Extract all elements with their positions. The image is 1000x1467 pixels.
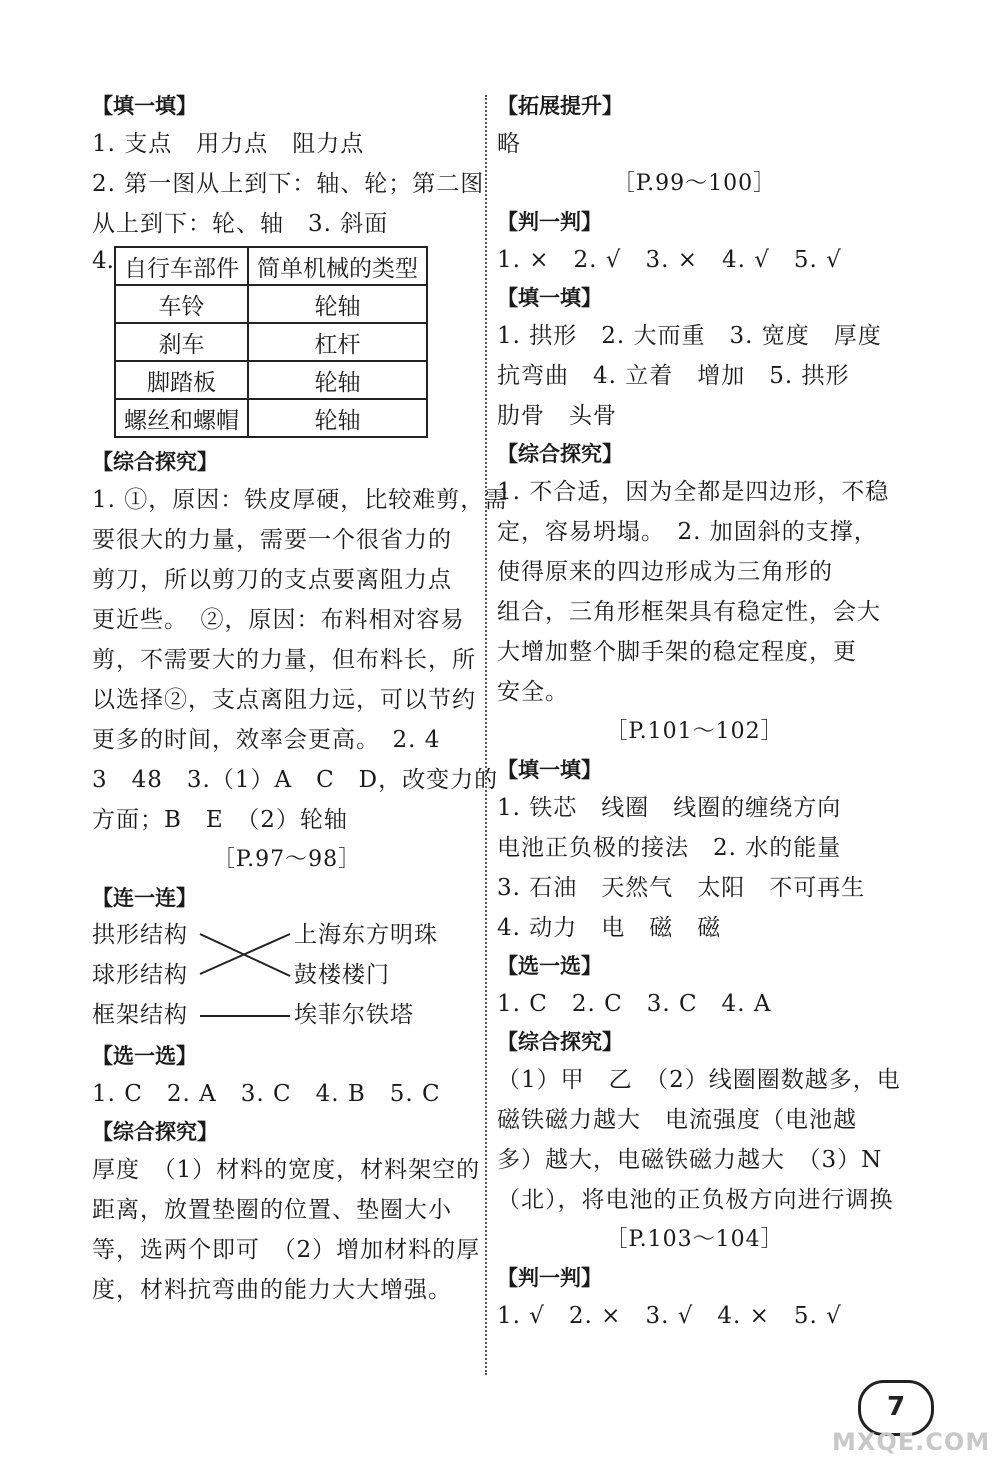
table-row <box>115 361 427 399</box>
answer-line: 3 48 3.（1）A C D，改变力的 <box>92 767 499 793</box>
answer-line: 3. 石油 天然气 太阳 不可再生 <box>497 875 866 901</box>
page-reference: ［P.101～102］ <box>605 719 784 744</box>
answer-line: 1. C 2. A 3. C 4. B 5. C <box>92 1081 441 1107</box>
left-column <box>92 88 509 1310</box>
answer-line: 剪，不需要大的力量，但布料长，所 <box>92 647 476 673</box>
answer-line: 更近些。 ②，原因：布料相对容易 <box>92 607 465 633</box>
table-row <box>115 399 427 437</box>
table-header-cell: 简单机械的类型 <box>248 247 427 285</box>
section-heading-true-false: 【判一判】 <box>497 1266 602 1290</box>
table-cell: 轮轴 <box>248 361 427 399</box>
answer-line: 使得原来的四边形成为三角形的 <box>497 559 833 585</box>
answer-line: （北），将电池的正负极方向进行调换 <box>497 1187 894 1213</box>
match-left-item: 球形结构 <box>92 962 188 988</box>
answer-line: 大增加整个脚手架的稳定程度，更 <box>497 639 857 665</box>
table-cell: 车铃 <box>115 285 248 323</box>
right-column <box>497 88 901 1336</box>
table-cell: 轮轴 <box>248 285 427 323</box>
table-cell: 轮轴 <box>248 399 427 437</box>
answer-line: 度，材料抗弯曲的能力大大增强。 <box>92 1277 452 1303</box>
answer-line: 2. 第一图从上到下：轴、轮；第二图 <box>92 171 485 197</box>
table-cell: 刹车 <box>115 323 248 361</box>
section-heading-fill-in: 【填一填】 <box>497 286 602 310</box>
answer-line: 以选择②，支点离阻力远，可以节约 <box>92 687 476 713</box>
table-cell: 脚踏板 <box>115 361 248 399</box>
section-heading-choose: 【选一选】 <box>497 954 602 978</box>
answer-line: 1. √ 2. × 3. √ 4. × 5. √ <box>497 1303 842 1329</box>
section-heading-true-false: 【判一判】 <box>497 210 602 234</box>
match-left-item: 拱形结构 <box>92 922 188 948</box>
table-cell: 螺丝和螺帽 <box>115 399 248 437</box>
table-header-cell: 自行车部件 <box>115 247 248 285</box>
answer-line: 抗弯曲 4. 立着 增加 5. 拱形 <box>497 363 850 389</box>
answer-line: 1. 铁芯 线圈 线圈的缠绕方向 <box>497 795 842 821</box>
bike-table-block <box>92 246 482 438</box>
page-reference: ［P.99～100］ <box>612 171 777 196</box>
table-row <box>115 285 427 323</box>
section-heading-choose: 【选一选】 <box>92 1044 197 1068</box>
answer-line: 1. ①，原因：铁皮厚硬，比较难剪，需 <box>92 487 509 513</box>
answer-line: 距离，放置垫圈的位置、垫圈大小 <box>92 1197 452 1223</box>
answer-line: 肋骨 头骨 <box>497 403 617 429</box>
answer-line: 方面；B E （2）轮轴 <box>92 807 348 833</box>
answer-line: 1. C 2. C 3. C 4. A <box>497 991 772 1017</box>
match-right-item: 鼓楼楼门 <box>294 962 390 988</box>
answer-line: 1. 支点 用力点 阻力点 <box>92 131 365 157</box>
answer-line: 剪刀，所以剪刀的支点要离阻力点 <box>92 567 452 593</box>
page-reference: ［P.103～104］ <box>605 1227 784 1252</box>
column-divider <box>485 95 487 1375</box>
answer-line: 多）越大，电磁铁磁力越大 （3）N <box>497 1147 883 1173</box>
table-question-number: 4. <box>92 248 114 274</box>
answer-line: 略 <box>497 131 521 157</box>
answer-line: 定，容易坍塌。 2. 加固斜的支撑， <box>497 519 878 545</box>
answer-line: 1. 拱形 2. 大而重 3. 宽度 厚度 <box>497 323 882 349</box>
match-right-item: 埃菲尔铁塔 <box>294 1002 414 1028</box>
answer-line: 组合，三角形框架具有稳定性，会大 <box>497 599 881 625</box>
answer-line: 4. 动力 电 磁 磁 <box>497 915 722 941</box>
table-row <box>115 323 427 361</box>
answer-line: 1. 不合适，因为全都是四边形，不稳 <box>497 479 890 505</box>
bike-parts-table <box>114 246 428 438</box>
answer-line: 更多的时间，效率会更高。 2. 4 <box>92 727 441 753</box>
answer-line: 1. × 2. √ 3. × 4. √ 5. √ <box>497 247 842 273</box>
page-number-badge: 7 <box>858 1380 934 1436</box>
answer-line: 等，选两个即可 （2）增加材料的厚 <box>92 1237 481 1263</box>
matching-block <box>92 916 482 1038</box>
answer-line: 电池正负极的接法 2. 水的能量 <box>497 835 842 861</box>
answer-line: 从上到下：轮、轴 3. 斜面 <box>92 211 389 237</box>
answer-line: 厚度 （1）材料的宽度，材料架空的 <box>92 1157 481 1183</box>
section-heading-extension: 【拓展提升】 <box>497 94 623 118</box>
match-left-item: 框架结构 <box>92 1002 188 1028</box>
answer-line: 安全。 <box>497 679 569 705</box>
table-header-row <box>115 247 427 285</box>
section-heading-fill-in: 【填一填】 <box>497 758 602 782</box>
section-heading-comprehensive: 【综合探究】 <box>92 1120 218 1144</box>
section-heading-comprehensive: 【综合探究】 <box>497 1030 623 1054</box>
section-heading-matching: 【连一连】 <box>92 886 197 910</box>
table-cell: 杠杆 <box>248 323 427 361</box>
section-heading-comprehensive: 【综合探究】 <box>92 450 218 474</box>
answer-line: 磁铁磁力越大 电流强度（电池越 <box>497 1107 857 1133</box>
section-heading-comprehensive: 【综合探究】 <box>497 442 623 466</box>
answer-line: 要很大的力量，需要一个很省力的 <box>92 527 452 553</box>
section-heading-fill-in: 【填一填】 <box>92 94 197 118</box>
answer-line: （1）甲 乙 （2）线圈圈数越多，电 <box>497 1067 901 1093</box>
match-right-item: 上海东方明珠 <box>294 922 438 948</box>
watermark: MXQE.COM <box>832 1428 991 1456</box>
page-reference: ［P.97～98］ <box>212 847 362 872</box>
